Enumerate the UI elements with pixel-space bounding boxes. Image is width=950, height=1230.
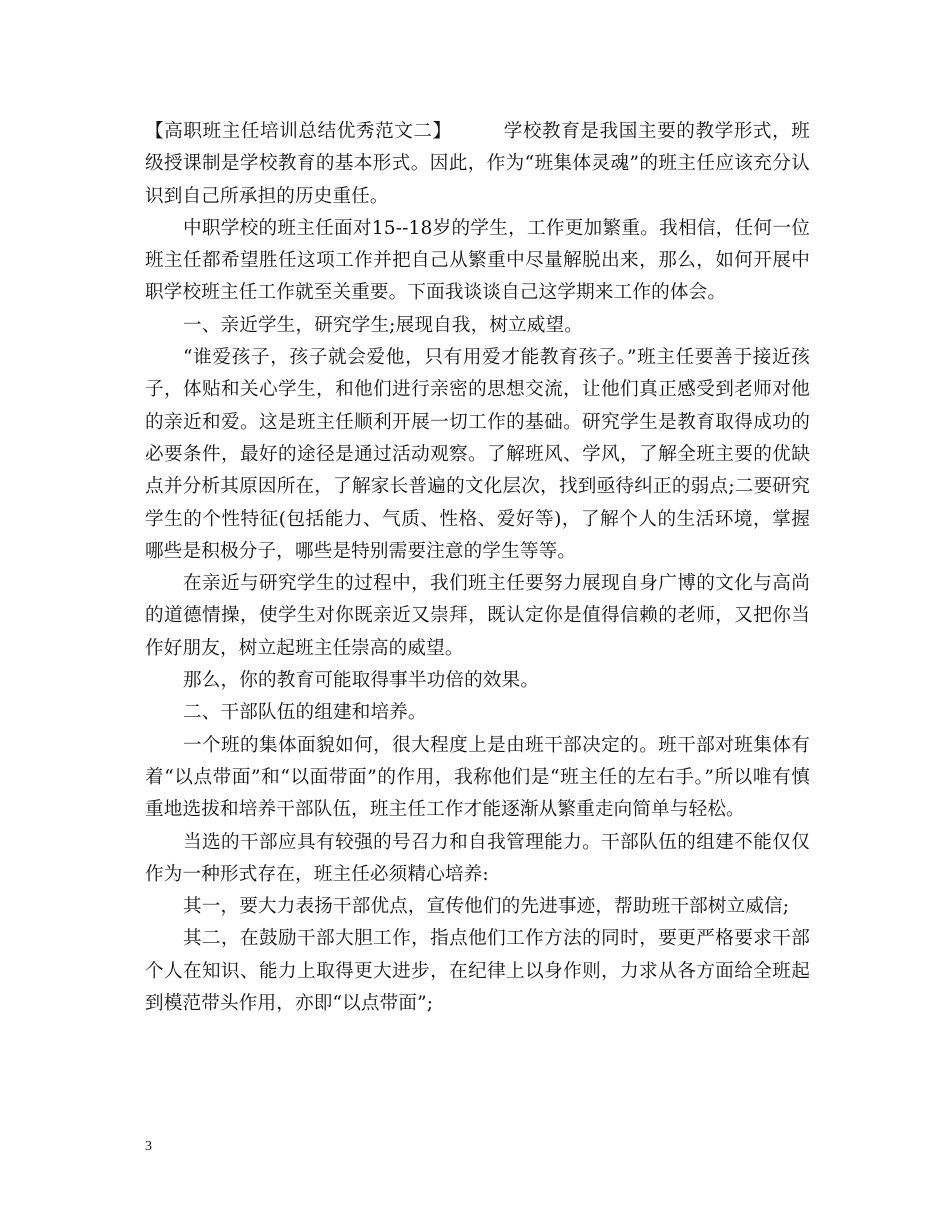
body-paragraph: 中职学校的班主任面对15--18岁的学生，工作更加繁重。我相信，任何一位班主任都希望胜任这项工作并把自己从繁重中尽量解脱出来，那么，如何开展中职学校班主任工作就至关重要。下面我谈谈自己这学期来工作的体会。 [145,217,810,304]
document-body [145,116,810,1020]
section-heading: 一、亲近学生，研究学生;展现自我，树立威望。 [183,314,584,336]
intro-paragraph [145,116,810,213]
intro-text: 学校教育是我国主要的教学形式，班级授课制是学校教育的基本形式。因此，作为“班集体灵魂”的班主任应该充分认识到自己所承担的历史重任。 [145,121,811,207]
section-heading: 二、干部队伍的组建和培养。 [183,702,427,724]
body-paragraph: “谁爱孩子，孩子就会爱他，只有用爱才能教育孩子。”班主任要善于接近孩子，体贴和关心学生，和他们进行亲密的思想交流，让他们真正感受到老师对他的亲近和爱。这是班主任顺利开展一切工作的基础。研究学生是教育取得成功的必要条件，最好的途径是通过活动观察。了解班风、学风，了解全班主要的优缺点并分析其原因所在，了解家长普遍的文化层次，找到亟待纠正的弱点;二要研究学生的个性特征(包括能力、气质、性格、爱好等)，了解个人的生活环境，掌握哪些是积极分子，哪些是特别需要注意的学生等等。 [145,347,810,562]
body-paragraph: 其二，在鼓励干部大胆工作，指点他们工作方法的同时，要更严格要求干部个人在知识、能力上取得更大进步，在纪律上以身作则，力求从各方面给全班起到模范带头作用，亦即“以点带面”; [145,928,810,1015]
body-paragraph: 当选的干部应具有较强的号召力和自我管理能力。干部队伍的组建不能仅仅作为一种形式存在，班主任必须精心培养: [145,831,810,885]
body-paragraph: 那么，你的教育可能取得事半功倍的效果。 [183,670,540,692]
body-paragraph: 一个班的集体面貌如何，很大程度上是由班干部决定的。班干部对班集体有着“以点带面”和“以面带面”的作用，我称他们是“班主任的左右手。”所以唯有慎重地选拔和培养干部队伍，班主任工作才能逐渐从繁重走向简单与轻松。 [145,734,810,821]
body-paragraph: 其一，要大力表扬干部优点，宣传他们的先进事迹，帮助班干部树立威信; [183,896,790,918]
body-paragraph: 在亲近与研究学生的过程中，我们班主任要努力展现自身广博的文化与高尚的道德情操，使学生对你既亲近又崇拜，既认定你是值得信赖的老师，又把你当作好朋友，树立起班主任崇高的威望。 [145,573,810,659]
page-number: 3 [145,1139,152,1154]
document-title: 【高职班主任培训总结优秀范文二】 [145,121,452,142]
